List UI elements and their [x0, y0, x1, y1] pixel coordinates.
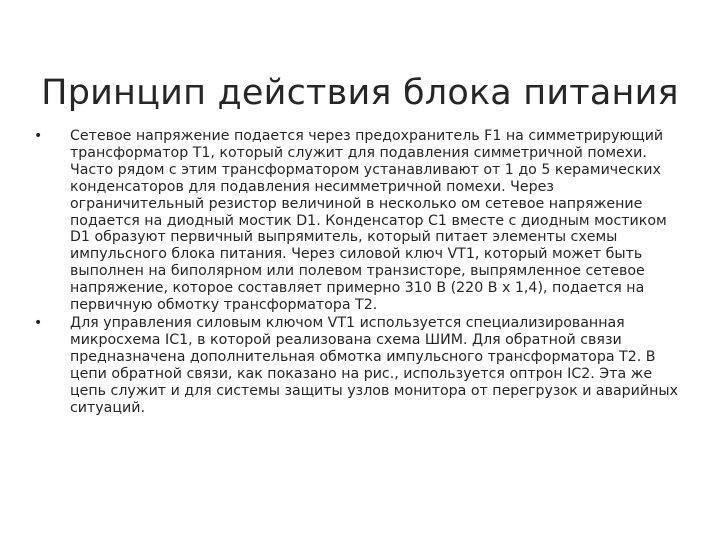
- bullet-marker: •: [34, 128, 43, 144]
- bullet-text: Сетевое напряжение подается через предохранитель F1 на симметрирующий трансформатор Т1, который служит для подавления симметричной помехи. Часто рядом с этим трансформатором устанавливают от 1 до 5 керамических конденсаторов для подавления несимметричной помехи. Через ограничительный резистор величиной в несколько ом сетевое напряжение подается на диодный мостик D1. Конденсатор С1 вместе с диодным мостиком D1 образуют первичный выпрямитель, который питает элементы схемы импульсного блока питания. Через силовой ключ VT1, который может быть выполнен на биполярном или полевом транзисторе, выпрямленное сетевое напряжение, которое составляет примерно 310 В (220 В х 1,4), подается на первичную обмотку трансформатора Т2.: [70, 128, 667, 314]
- slide-title: Принцип действия блока питания: [41, 73, 679, 114]
- bullet-marker: •: [34, 314, 43, 331]
- bullet-list: [30, 128, 690, 417]
- bullet-text: Для управления силовым ключом VT1 используется специализированная микросхема IC1, в которой реализована схема ШИМ. Для обратной связи предназначена дополнительная обмотка импульсного трансформатора Т2. В цепи обратной связи, как показано на рис., используется оптрон IC2. Эта же цепь служит и для системы защиты узлов монитора от перегрузок и аварийных ситуаций.: [70, 314, 678, 416]
- bullet-item: [30, 128, 690, 314]
- bullet-item: [30, 315, 690, 416]
